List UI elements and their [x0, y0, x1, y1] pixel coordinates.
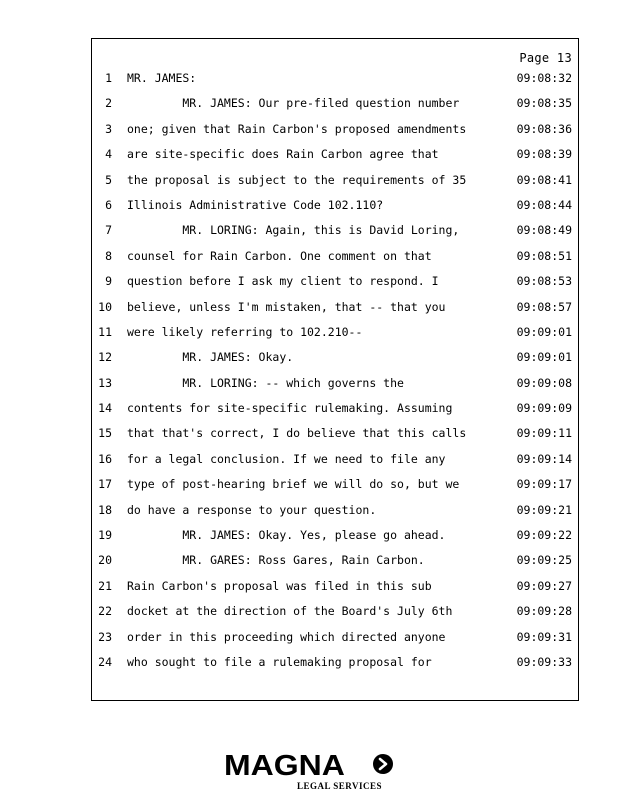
line-number: 3	[105, 121, 112, 136]
line-number: 15	[98, 426, 112, 441]
page-number: Page 13	[519, 51, 572, 65]
transcript-page	[91, 38, 579, 701]
line-number: 11	[98, 324, 112, 339]
timestamp: 09:08:32	[516, 71, 572, 85]
line-text: counsel for Rain Carbon. One comment on that	[127, 248, 432, 263]
transcript-line	[92, 218, 578, 243]
timestamp: 09:09:17	[516, 477, 572, 492]
transcript-line	[92, 142, 578, 167]
transcript-line	[92, 396, 578, 421]
line-number: 1	[105, 71, 112, 85]
line-number: 18	[98, 502, 112, 517]
line-number: 17	[98, 477, 112, 492]
timestamp: 09:09:09	[516, 401, 572, 416]
transcript-line	[92, 66, 578, 91]
timestamp: 09:09:14	[516, 451, 572, 466]
transcript-line	[92, 625, 578, 650]
line-number: 24	[98, 654, 112, 669]
line-text: MR. JAMES: Okay.	[127, 350, 294, 365]
logo-tagline: LEGAL SERVICES	[297, 781, 382, 791]
timestamp: 09:08:49	[516, 223, 572, 238]
arrow-circle-icon	[372, 753, 394, 775]
timestamp: 09:08:41	[516, 172, 572, 187]
line-number: 16	[98, 451, 112, 466]
transcript-line	[92, 345, 578, 370]
timestamp: 09:09:01	[516, 324, 572, 339]
timestamp: 09:08:57	[516, 299, 572, 314]
line-text: were likely referring to 102.210--	[127, 324, 363, 339]
timestamp: 09:09:33	[516, 654, 572, 669]
transcript-line	[92, 371, 578, 396]
line-number: 7	[105, 223, 112, 238]
transcript-line	[92, 168, 578, 193]
timestamp: 09:08:44	[516, 197, 572, 212]
timestamp: 09:09:28	[516, 604, 572, 619]
timestamp: 09:09:01	[516, 350, 572, 365]
timestamp: 09:09:27	[516, 578, 572, 593]
timestamp: 09:08:35	[516, 96, 572, 111]
line-number: 9	[105, 274, 112, 289]
line-text: MR. GARES: Ross Gares, Rain Carbon.	[127, 553, 425, 568]
line-text: for a legal conclusion. If we need to file any	[127, 451, 446, 466]
line-number: 20	[98, 553, 112, 568]
line-text: are site-specific does Rain Carbon agree that	[127, 147, 439, 162]
line-number: 4	[105, 147, 112, 162]
transcript-line	[92, 320, 578, 345]
line-text: MR. LORING: -- which governs the	[127, 375, 404, 390]
line-text: who sought to file a rulemaking proposal for	[127, 654, 432, 669]
timestamp: 09:09:22	[516, 528, 572, 543]
timestamp: 09:09:25	[516, 553, 572, 568]
timestamp: 09:08:51	[516, 248, 572, 263]
line-number: 10	[98, 299, 112, 314]
line-text: do have a response to your question.	[127, 502, 377, 517]
timestamp: 09:08:36	[516, 121, 572, 136]
transcript-line	[92, 447, 578, 472]
line-number: 14	[98, 401, 112, 416]
line-text: docket at the direction of the Board's July 6th	[127, 604, 453, 619]
transcript-line	[92, 421, 578, 446]
timestamp: 09:09:11	[516, 426, 572, 441]
line-number: 5	[105, 172, 112, 187]
line-text: Illinois Administrative Code 102.110?	[127, 197, 384, 212]
transcript-line	[92, 523, 578, 548]
line-text: MR. JAMES: Our pre-filed question number	[127, 96, 460, 111]
timestamp: 09:08:53	[516, 274, 572, 289]
line-text: type of post-hearing brief we will do so, but we	[127, 477, 460, 492]
line-text: MR. JAMES: Okay. Yes, please go ahead.	[127, 528, 446, 543]
logo-wordmark: MAGNA	[224, 748, 345, 782]
line-text: MR. LORING: Again, this is David Loring,	[127, 223, 460, 238]
magna-logo	[224, 748, 394, 792]
line-number: 12	[98, 350, 112, 365]
line-number: 21	[98, 578, 112, 593]
line-number: 13	[98, 375, 112, 390]
transcript-lines	[92, 66, 578, 675]
transcript-line	[92, 117, 578, 142]
line-text: question before I ask my client to respond. I	[127, 274, 439, 289]
timestamp: 09:08:39	[516, 147, 572, 162]
timestamp: 09:09:31	[516, 629, 572, 644]
transcript-line	[92, 599, 578, 624]
transcript-line	[92, 193, 578, 218]
transcript-line	[92, 91, 578, 116]
line-number: 2	[105, 96, 112, 111]
line-text: order in this proceeding which directed anyone	[127, 629, 446, 644]
line-number: 23	[98, 629, 112, 644]
line-number: 6	[105, 197, 112, 212]
line-text: the proposal is subject to the requirements of 35	[127, 172, 467, 187]
transcript-line	[92, 498, 578, 523]
line-text: MR. JAMES:	[127, 71, 197, 85]
line-text: believe, unless I'm mistaken, that -- that you	[127, 299, 446, 314]
transcript-line	[92, 269, 578, 294]
transcript-line	[92, 650, 578, 675]
line-number: 19	[98, 528, 112, 543]
transcript-line	[92, 472, 578, 497]
line-text: contents for site-specific rulemaking. Assuming	[127, 401, 453, 416]
timestamp: 09:09:08	[516, 375, 572, 390]
transcript-line	[92, 548, 578, 573]
transcript-line	[92, 244, 578, 269]
timestamp: 09:09:21	[516, 502, 572, 517]
line-number: 8	[105, 248, 112, 263]
transcript-line	[92, 295, 578, 320]
line-text: Rain Carbon's proposal was filed in this sub	[127, 578, 432, 593]
line-text: one; given that Rain Carbon's proposed amendments	[127, 121, 467, 136]
transcript-line	[92, 574, 578, 599]
line-number: 22	[98, 604, 112, 619]
line-text: that that's correct, I do believe that this calls	[127, 426, 467, 441]
